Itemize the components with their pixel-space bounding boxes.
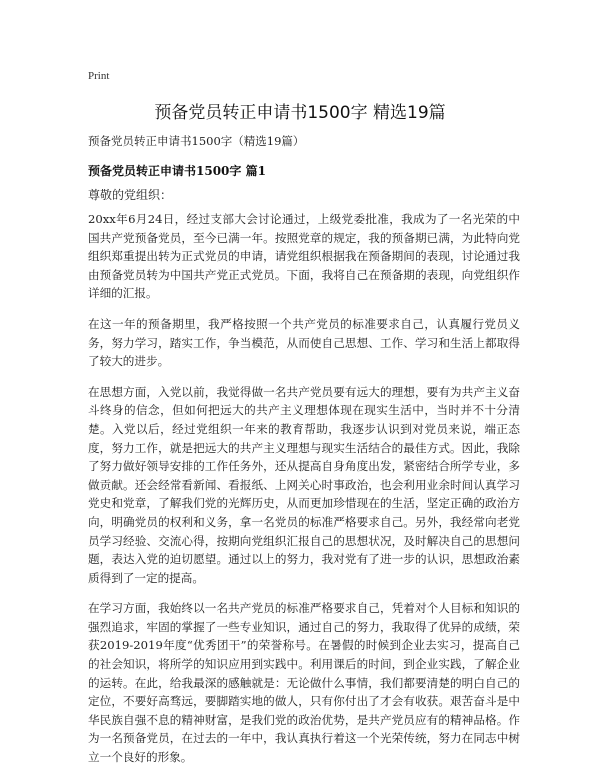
document-body xyxy=(88,210,520,779)
page-title: 预备党员转正申请书1500字 精选19篇 xyxy=(154,103,446,123)
paragraph: 20xx年6月24日，经过支部大会讨论通过，上级党委批准，我成为了一名光荣的中国共产党预备党员，至今已满一年。按照党章的规定，我的预备期已满，为此特向党组织郑重提出转为正式党员的申请，请党组织根据我在预备期间的表现，讨论通过我由预备党员转为中国共产党正式党员。下面，我将自己在预备期的表现，向党组织作详细的汇报。 xyxy=(88,212,520,301)
greeting: 尊敬的党组织： xyxy=(88,188,173,202)
page-subtitle: 预备党员转正申请书1500字（精选19篇） xyxy=(88,134,305,148)
paragraph: 在这一年的预备期里，我严格按照一个共产党员的标准要求自己，认真履行党员义务，努力学习，踏实工作，争当模范，从而使自己思想、工作、学习和生活上都取得了较大的进步。 xyxy=(88,316,520,369)
print-label: Print xyxy=(88,70,110,82)
paragraph: 在学习方面，我始终以一名共产党员的标准严格要求自己，凭着对个人目标和知识的强烈追求，牢固的掌握了一些专业知识，通过自己的努力，我取得了优异的成绩，荣获2019-2019年度“优秀团干”的荣誉称号。在暑假的时候到企业去实习，提高自己的社会知识，将所学的知识应用到实践中。利用课后的时间，到企业实践，了解企业的运转。在此，给我最深的感触就是：无论做什么事情，我们都要清楚的明白自己的定位，不要好高骛远，要脚踏实地的做人，只有你付出了才会有收获。艰苦奋斗是中华民族自强不息的精神财富，是我们党的政治优势，是共产党员应有的精神品格。作为一名预备党员，在过去的一年中，我认真执行着这一个光荣传统，努力在同志中树立一个良好的形象。 xyxy=(88,601,520,765)
section-heading: 预备党员转正申请书1500字 篇1 xyxy=(88,164,266,178)
paragraph: 在思想方面，入党以前，我觉得做一名共产党员要有远大的理想，要有为共产主义奋斗终身的信念，但如何把远大的共产主义理想体现在现实生活中，当时并不十分清楚。入党以后，经过党组织一年来的教育帮助，我逐步认识到对党员来说，端正态度，努力工作，就是把远大的共产主义理想与现实生活结合的最佳方式。因此，我除了努力做好领导安排的工作任务外，还从提高自身角度出发，紧密结合所学专业，多做贡献。还会经常看新闻、看报纸、上网关心时事政治，也会利用业余时间认真学习党史和党章，了解我们党的光辉历史，从而更加珍惜现在的生活，坚定正确的政治方向，明确党员的权利和义务，拿一名党员的标准严格要求自己。另外，我经常向老党员学习经验、交流心得，按期向党组织汇报自己的思想状况，及时解决自己的思想问题，表达入党的迫切愿望。通过以上的努力，我对党有了进一步的认识，思想政治素质得到了一定的提高。 xyxy=(88,384,520,585)
